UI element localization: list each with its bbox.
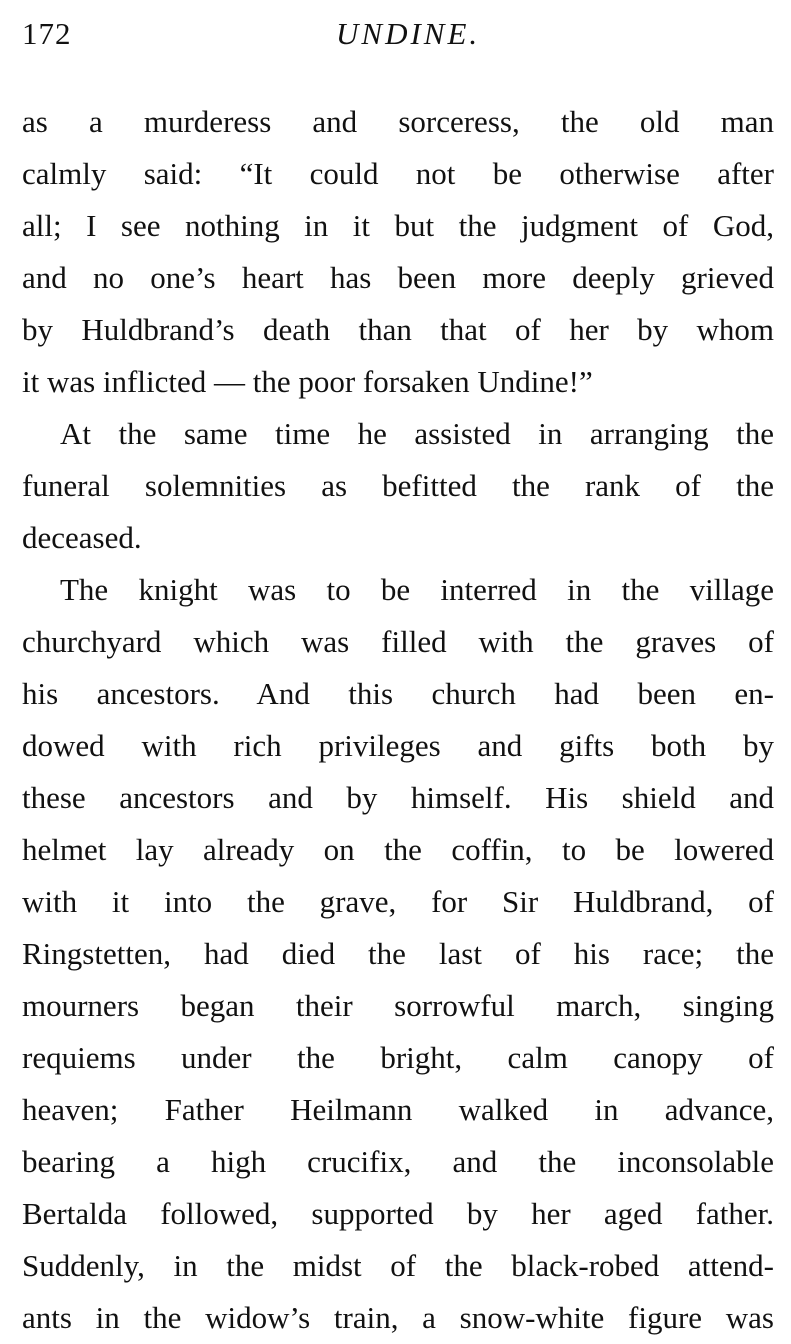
text-line: heaven; Father Heilmann walked in advance, — [22, 1092, 774, 1127]
text-line: and no one’s heart has been more deeply grieved — [22, 260, 774, 295]
text-line: helmet lay already on the coffin, to be lowered — [22, 832, 774, 867]
text-line: Bertalda followed, supported by her aged father. — [22, 1196, 774, 1231]
text-line: Ringstetten, had died the last of his race; the — [22, 936, 774, 971]
paragraph-start-line: The knight was to be interred in the village — [60, 572, 774, 607]
body-text — [22, 96, 774, 1344]
text-line: churchyard which was filled with the graves of — [22, 624, 774, 659]
text-line: requiems under the bright, calm canopy of — [22, 1040, 774, 1075]
text-line: bearing a high crucifix, and the inconsolable — [22, 1144, 774, 1179]
page-number: 172 — [22, 16, 72, 51]
text-line: ants in the widow’s train, a snow-white figure was — [22, 1300, 774, 1335]
text-line: funeral solemnities as befitted the rank of the — [22, 468, 774, 503]
text-line: his ancestors. And this church had been en- — [22, 676, 774, 711]
paragraph-start-line: At the same time he assisted in arranging the — [60, 416, 774, 451]
text-line: by Huldbrand’s death than that of her by whom — [22, 312, 774, 347]
text-line: as a murderess and sorceress, the old man — [22, 104, 774, 139]
text-line: calmly said: “It could not be otherwise after — [22, 156, 774, 191]
text-line: dowed with rich privileges and gifts both by — [22, 728, 774, 763]
text-line: mourners began their sorrowful march, singing — [22, 988, 774, 1023]
text-line: all; I see nothing in it but the judgment of God, — [22, 208, 774, 243]
text-line: Suddenly, in the midst of the black-robed attend- — [22, 1248, 774, 1283]
text-line: these ancestors and by himself. His shield and — [22, 780, 774, 815]
text-line: deceased. — [22, 520, 142, 555]
text-line: it was inflicted — the poor forsaken Undine!” — [22, 364, 593, 399]
running-head — [22, 14, 774, 54]
running-title: UNDINE. — [336, 16, 481, 51]
text-line: with it into the grave, for Sir Huldbrand, of — [22, 884, 774, 919]
